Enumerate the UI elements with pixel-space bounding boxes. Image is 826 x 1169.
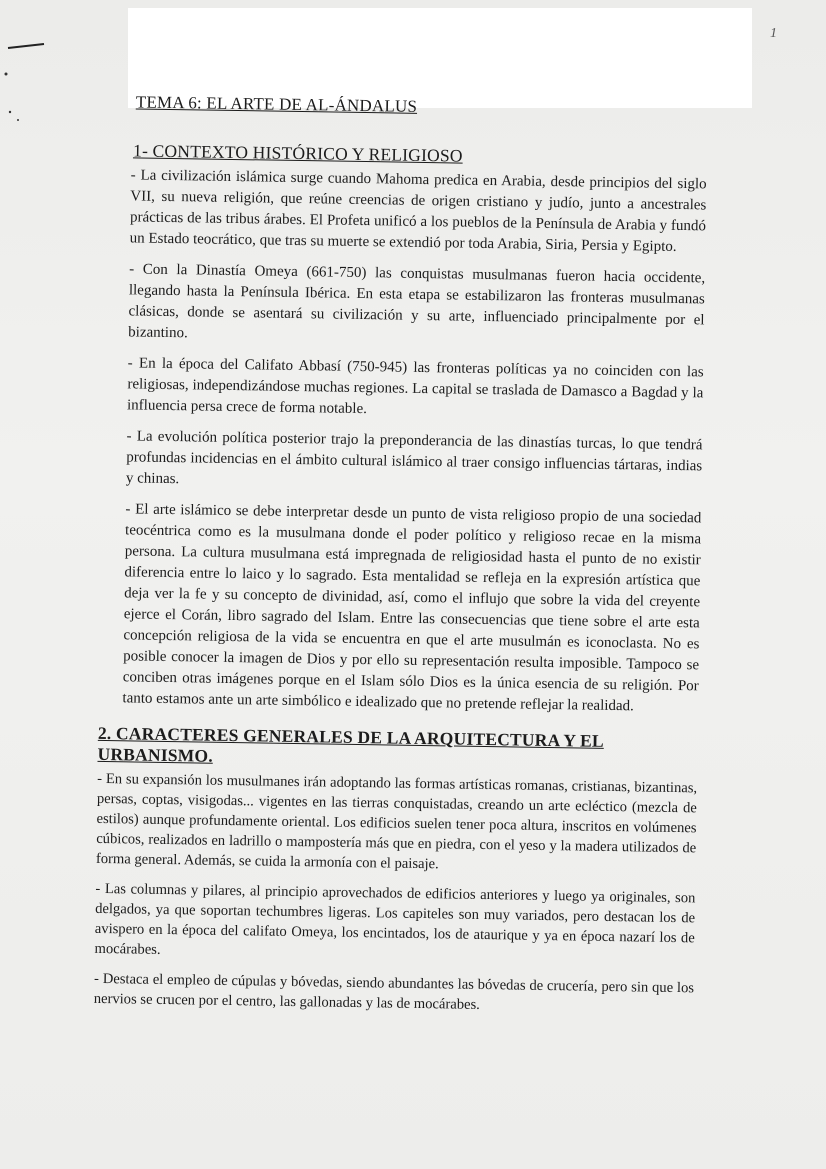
section-1-paragraph: - La civilización islámica surge cuando Mahoma predica en Arabia, desde principios del siglo VII, su nueva religión, que reúne creencias de origen cristiano y judío, junto a ancestrales prácticas de las tribus árabes. El Profeta unificó a los pueblos de la Península de Arabia y fundó un Estado teocrático, que tras su muerte se extendió por toda Arabia, Siria, Persia y Egipto.: [129, 167, 707, 255]
section-1-paragraph: - En la época del Califato Abbasí (750-945) las fronteras políticas ya no coinciden con las religiosas, independizándose muchas regiones. La capital se traslada de Damasco a Bagdad y la influencia persa crece de forma notable.: [126, 355, 704, 418]
section-1-paragraph: - El arte islámico se debe interpretar desde un punto de vista religioso propio de una sociedad teocéntrica como es la musulmana donde el poder político y religioso recae en la misma persona. La cultura musulmana está impregnada de religiosidad hasta el punto de no existir diferencia entre lo laico y lo sagrado. Esta mentalidad se refleja en la expresión artística que deja ver la fe y su concepto de divinidad, así, como el influjo que sobre la vida del creyente ejerce el Corán, libro sagrado del Islam. Entre las consecuencias que tiene sobre el arte esta concepción religiosa de la vida se encuentra en que el arte musulmán es iconoclasta. No es posible conocer la imagen de Dios y por ello su representación resulta imposible. Tampoco se conciben otras imágenes porque en el Islam sólo Dios es la única esencia de su religión. Por tanto estamos ante un arte simbólico e idealizado que no pretende reflejar la realidad.: [122, 501, 702, 715]
section-1-paragraph: - La evolución política posterior trajo la preponderancia de las dinastías turcas, lo que tendrá profundas incidencias en el ámbito cultural islámico al traer consigo influencias tártaras, indias y chinas.: [125, 428, 703, 488]
page-number: 1: [770, 26, 777, 41]
document-title: TEMA 6: EL ARTE DE AL-ÁNDALUS: [135, 92, 418, 116]
section-2-paragraph: - Las columnas y pilares, al principio aprovechados de edificios anteriores y luego ya originales, son delgados, ya que soportan techumbres ligeras. Los capiteles son muy variados, pero destacan los de avispero en la época del califato Omeya, los encintados, los de ataurique y ya en época nazarí los de mocárabes.: [94, 880, 696, 958]
section-1-paragraph: - Con la Dinastía Omeya (661-750) las conquistas musulmanas fueron hacia occidente, llegando hasta la Península Ibérica. En esta etapa se estabilizaron las fronteras musulmanas clásicas, donde se asentará su civilización y su arte, influenciado principalmente por el bizantino.: [128, 261, 706, 342]
section-1-heading: 1- CONTEXTO HISTÓRICO Y RELIGIOSO: [132, 140, 463, 166]
section-2-paragraph: - Destaca el empleo de cúpulas y bóvedas, siendo abundantes las bóvedas de crucería, pero sin que los nervios se crucen por el centro, las gallonadas y las de mocárabes.: [93, 970, 695, 1013]
section-2-heading: 2. CARACTERES GENERALES DE LA ARQUITECTURA Y EL URBANISMO.: [97, 722, 605, 766]
binder-hole-marks: [0, 38, 60, 138]
section-2-paragraph: - En su expansión los musulmanes irán adoptando las formas artísticas romanas, cristianas, bizantinas, persas, coptas, visigodas... vigentes en las tierras conquistadas, creando un arte ecléctico (mezcla de estilos) aunque profundamente oriental. Los edificios suelen tener poca altura, inscritos en volúmenes cúbicos, realizados en ladrillo o mampostería más que en piedra, con el yeso y la madera utilizados de forma general. Además, se cuida la armonía con el paisaje.: [95, 770, 698, 873]
document-body: [93, 92, 707, 1028]
